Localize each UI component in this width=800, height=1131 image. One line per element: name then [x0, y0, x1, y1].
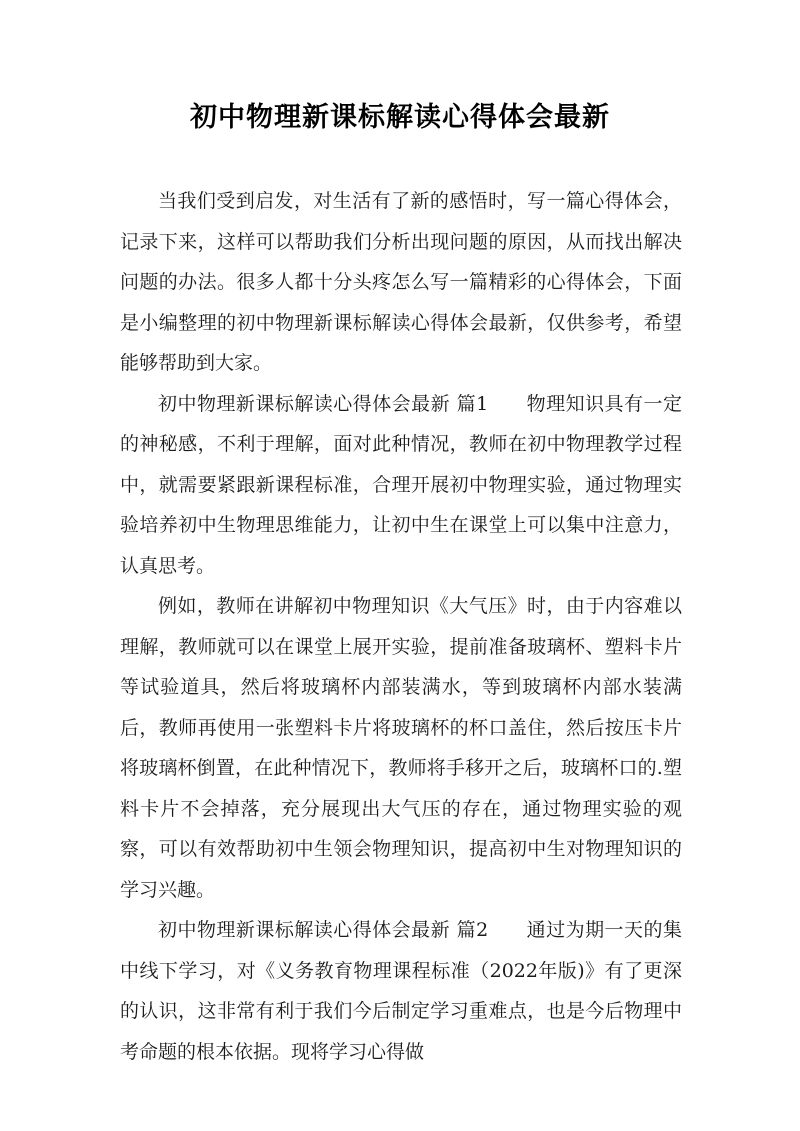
- example-paragraph: 例如，教师在讲解初中物理知识《大气压》时，由于内容难以理解，教师就可以在课堂上展开实验，提前准备玻璃杯、塑料卡片等试验道具，然后将玻璃杯内部装满水，等到玻璃杯内部水装满后，教师再使用一张塑料卡片将玻璃杯的杯口盖住，然后按压卡片将玻璃杯倒置，在此种情况下，教师将手移开之后，玻璃杯口的.塑料卡片不会掉落，充分展现出大气压的存在，通过物理实验的观察，可以有效帮助初中生领会物理知识，提高初中生对物理知识的学习兴趣。: [120, 595, 682, 901]
- section-2-heading: 初中物理新课标解读心得体会最新 篇2: [158, 919, 489, 941]
- document-body: [120, 181, 682, 1072]
- section-2-text: 通过为期一天的集中线下学习，对《义务教育物理课程标准（2022年版)》有了更深的认识，这非常有利于我们今后制定学习重难点，也是今后物理中考命题的根本依据。现将学习心得做: [120, 919, 682, 1063]
- section-1-text: 物理知识具有一定的神秘感，不利于理解，面对此种情况，教师在初中物理教学过程中，就需要紧跟新课程标准，合理开展初中物理实验，通过物理实验培养初中生物理思维能力，让初中生在课堂上可以集中注意力，认真思考。: [120, 392, 682, 577]
- intro-paragraph: 当我们受到启发，对生活有了新的感悟时，写一篇心得体会，记录下来，这样可以帮助我们分析出现问题的原因，从而找出解决问题的办法。很多人都十分头疼怎么写一篇精彩的心得体会，下面是小编整理的初中物理新课标解读心得体会最新，仅供参考，希望能够帮助到大家。: [120, 190, 682, 374]
- section-1-heading: 初中物理新课标解读心得体会最新 篇1: [158, 392, 489, 415]
- document-title: 初中物理新课标解读心得体会最新: [190, 102, 610, 133]
- section-1-paragraph: [120, 384, 682, 587]
- section-2-paragraph: [120, 910, 682, 1072]
